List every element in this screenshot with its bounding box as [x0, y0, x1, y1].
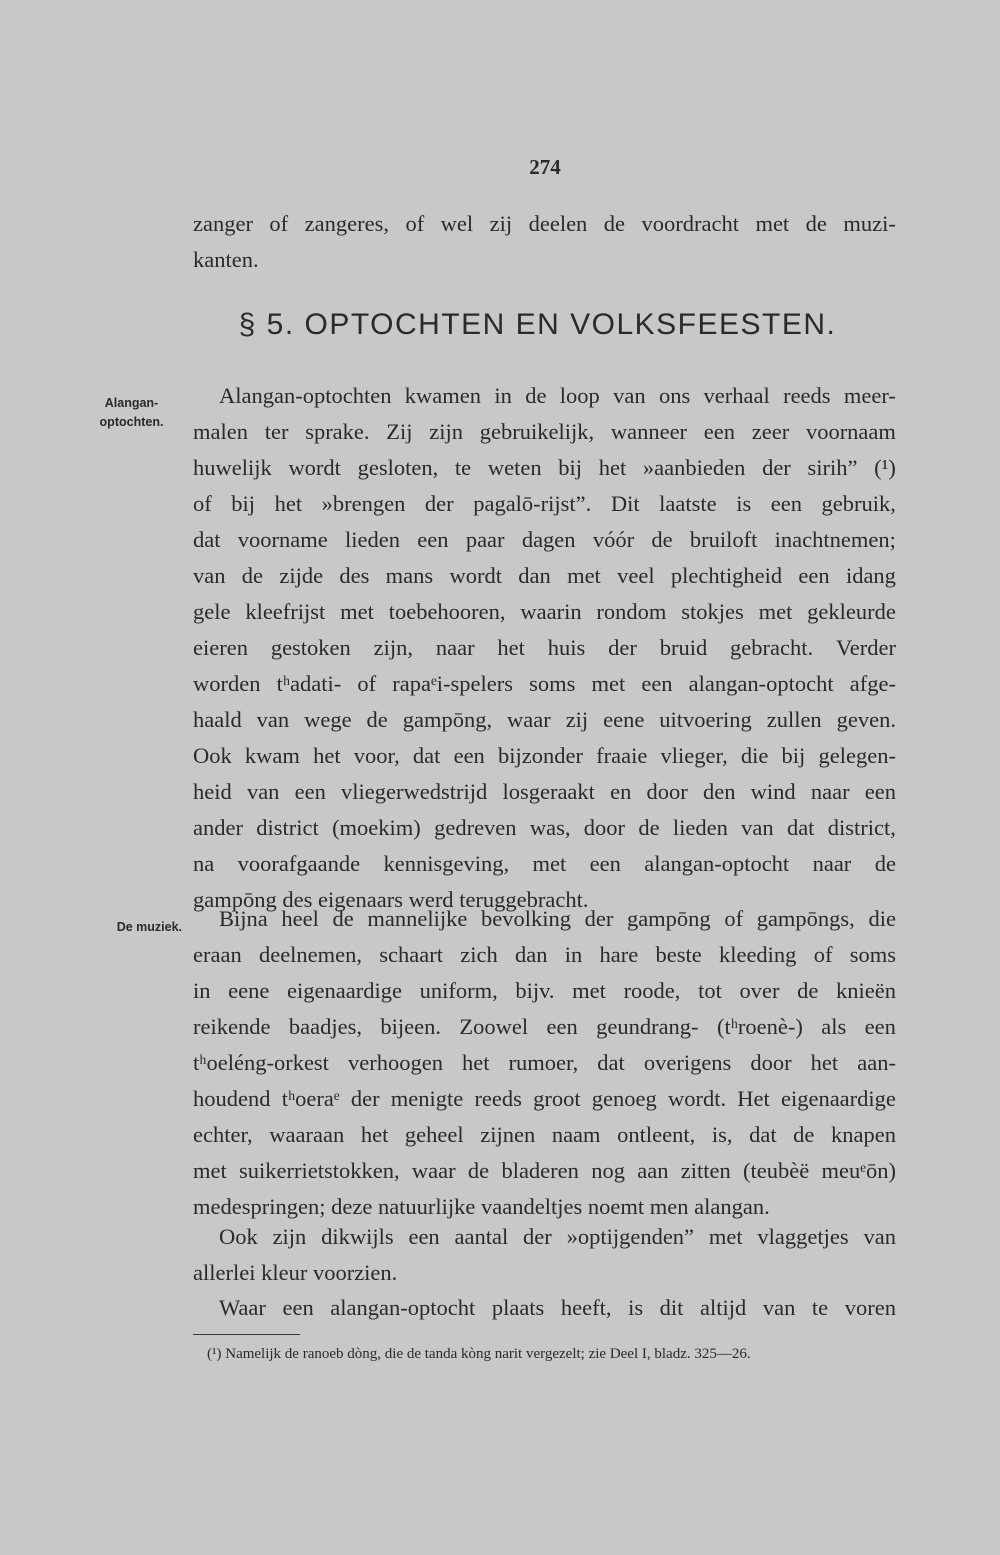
- text-line: dat voorname lieden een paar dagen vóór de bruiloft inachtnemen;: [193, 527, 896, 552]
- text-line: tʰoeléng-orkest verhoogen het rumoer, dat overigens door het aan-: [193, 1050, 896, 1075]
- margin-note-line: Alangan-: [104, 396, 159, 410]
- text-line: zanger of zangeres, of wel zij deelen de voordracht met de muzi-: [193, 211, 896, 236]
- text-line: haald van wege de gampōng, waar zij eene uitvoering zullen geven.: [193, 707, 896, 732]
- text-line: met suikerrietstokken, waar de bladeren nog aan zitten (teubèë meuᵉōn): [193, 1158, 896, 1183]
- text-line: eieren gestoken zijn, naar het huis der bruid gebracht. Verder: [193, 635, 896, 660]
- section-heading: § 5. OPTOCHTEN EN VOLKSFEESTEN.: [238, 308, 837, 341]
- margin-note-alangan: [84, 394, 179, 432]
- footnote-divider: [193, 1334, 300, 1335]
- text-line: eraan deelnemen, schaart zich dan in hare beste kleeding of soms: [193, 942, 896, 967]
- text-line: heid van een vliegerwedstrijd losgeraakt en door den wind naar een: [193, 779, 896, 804]
- text-line: Waar een alangan-optocht plaats heeft, is dit altijd van te voren: [219, 1295, 896, 1320]
- text-line: reikende baadjes, bijeen. Zoowel een geundrang- (tʰroenè-) als een: [193, 1014, 896, 1039]
- text-line: gampōng des eigenaars werd teruggebracht.: [193, 887, 589, 912]
- margin-note-line: optochten.: [99, 415, 164, 429]
- text-line: kanten.: [193, 247, 259, 272]
- text-line: Ook kwam het voor, dat een bijzonder fraaie vlieger, die bij gelegen-: [193, 743, 896, 768]
- section-de-muziek: [193, 901, 896, 1225]
- text-line: Bijna heel de mannelijke bevolking der gampōng of gampōngs, die: [219, 906, 896, 931]
- text-line: malen ter sprake. Zij zijn gebruikelijk, wanneer een zeer voornaam: [193, 419, 896, 444]
- text-line: of bij het »brengen der pagalō-rijst”. Dit laatste is een gebruik,: [193, 491, 896, 516]
- page-number: 274: [529, 155, 561, 179]
- opening-paragraph: [193, 206, 896, 278]
- text-line: in eene eigenaardige uniform, bijv. met roode, tot over de knieën: [193, 978, 896, 1003]
- text-line: allerlei kleur voorzien.: [193, 1260, 398, 1285]
- text-line: medespringen; deze natuurlijke vaandeltjes noemt men alangan.: [193, 1194, 770, 1219]
- paragraph-waar: [193, 1290, 896, 1326]
- text-line: worden tʰadati- of rapaᵉi-spelers soms met een alangan-optocht afge-: [193, 671, 896, 696]
- margin-note-muziek: De muziek.: [116, 920, 182, 934]
- text-line: van de zijde des mans wordt dan met veel plechtigheid een idang: [193, 563, 896, 588]
- text-line: ander district (moekim) gedreven was, door de lieden van dat district,: [193, 815, 896, 840]
- footnote: (¹) Namelijk de ranoeb dòng, die de tanda kòng narit vergezelt; zie Deel I, bladz. 325—26.: [207, 1346, 751, 1362]
- text-line: gele kleefrijst met toebehooren, waarin rondom stokjes met gekleurde: [193, 599, 896, 624]
- section-alangan-optochten: [193, 378, 896, 918]
- text-line: Ook zijn dikwijls een aantal der »optijgenden” met vlaggetjes van: [219, 1224, 896, 1249]
- text-line: na voorafgaande kennisgeving, met een alangan-optocht naar de: [193, 851, 896, 876]
- paragraph-vlaggetjes: [193, 1219, 896, 1291]
- text-line: huwelijk wordt gesloten, te weten bij het »aanbieden der sirih” (¹): [193, 455, 896, 480]
- text-line: Alangan-optochten kwamen in de loop van ons verhaal reeds meer-: [219, 383, 896, 408]
- text-line: houdend tʰoeraᵉ der menigte reeds groot genoeg wordt. Het eigenaardige: [193, 1086, 896, 1111]
- text-line: echter, waaraan het geheel zijnen naam ontleent, is, dat de knapen: [193, 1122, 896, 1147]
